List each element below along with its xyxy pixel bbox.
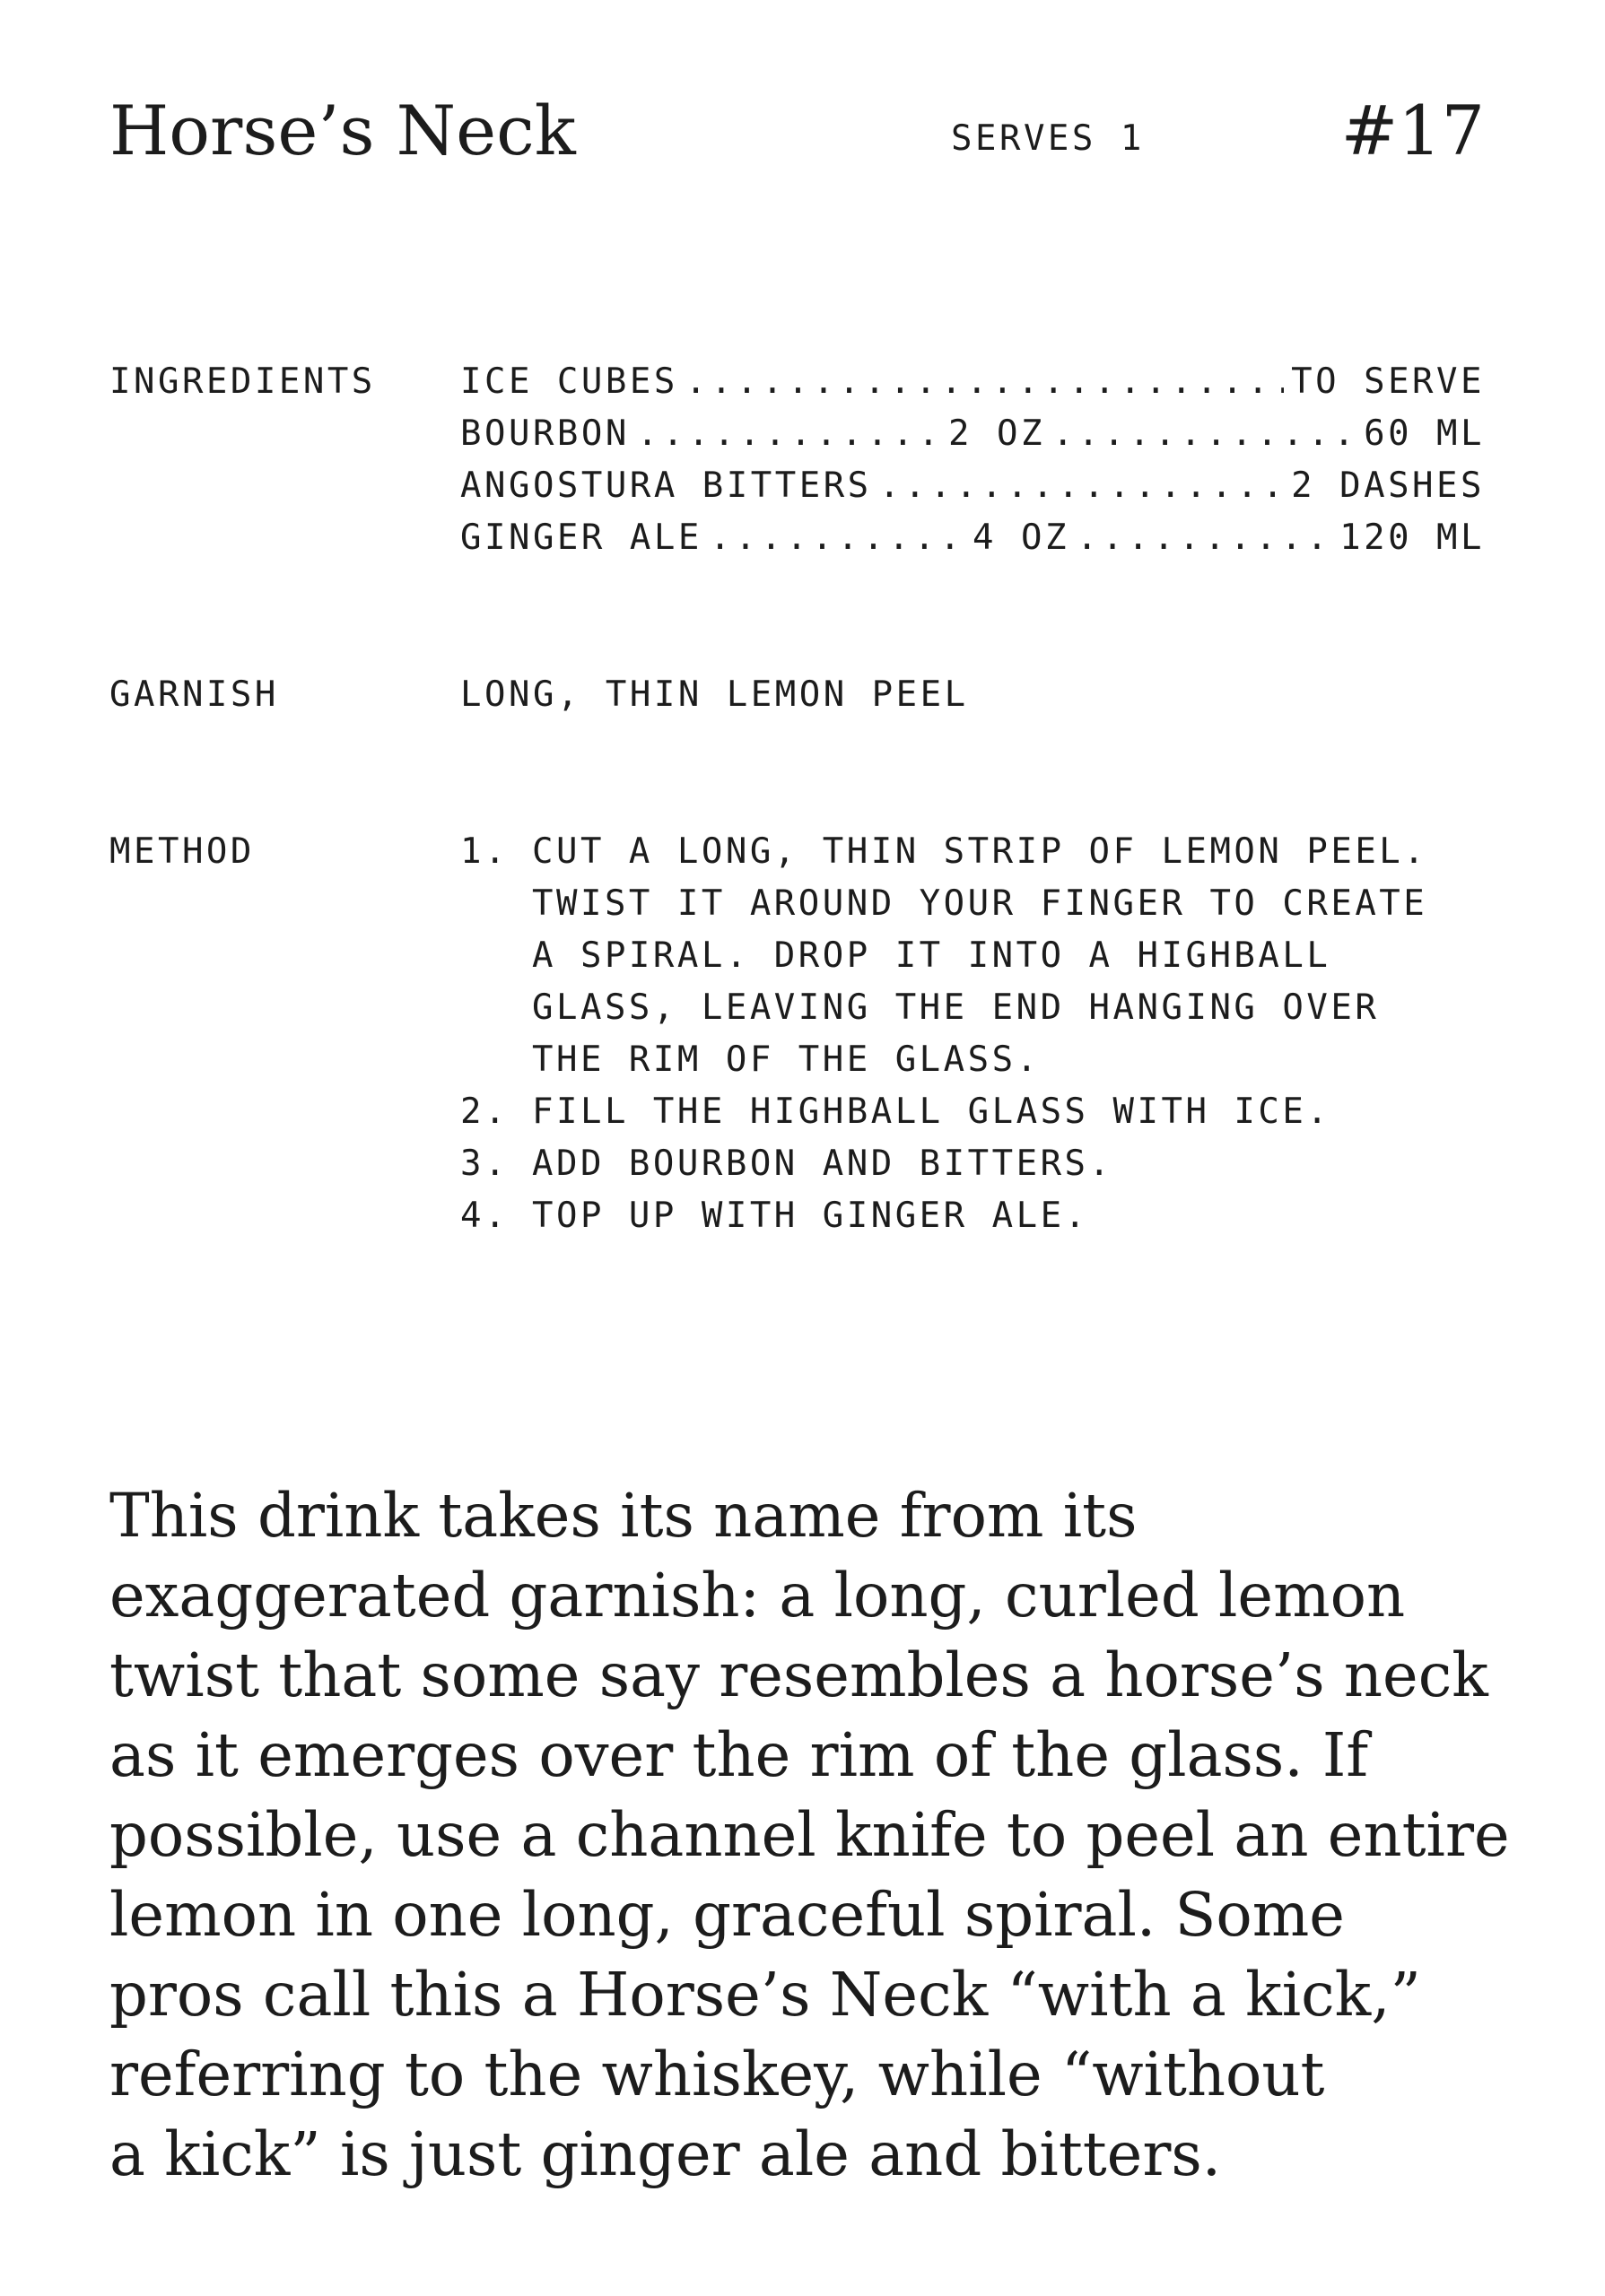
story-line: pros call this a Horse’s Neck “with a kick,” <box>109 1960 1421 2030</box>
story-line: exaggerated garnish: a long, curled lemon <box>109 1561 1406 1631</box>
method-step <box>460 1138 1485 1190</box>
recipe-title: Horse’s Neck <box>109 91 576 170</box>
method-label: METHOD <box>109 831 255 872</box>
ingredient-imperial-amount: 4 OZ <box>973 517 1069 558</box>
ingredients-list <box>460 356 1485 564</box>
recipe-number: #17 <box>1340 91 1485 170</box>
story-line: This drink takes its name from its <box>109 1481 1138 1551</box>
story-paragraph <box>109 1476 1509 2195</box>
step-text: CUT A LONG, THIN STRIP OF LEMON PEEL. TWIST IT AROUND YOUR FINGER TO CREATE A SPIRAL. DROP IT INTO A HIGHBALL GLASS, LEAVING THE END HANGING OVER THE RIM OF THE GLASS. <box>532 831 1428 1080</box>
ingredient-imperial-amount: 2 OZ <box>948 413 1045 454</box>
dot-leader <box>1052 408 1356 460</box>
dot-leader <box>879 460 1284 512</box>
ingredient-row <box>460 356 1485 408</box>
garnish-label: GARNISH <box>109 674 279 715</box>
story-line: possible, use a channel knife to peel an entire <box>109 1800 1510 1870</box>
ingredients-label: INGREDIENTS <box>109 361 376 402</box>
step-number: 2. <box>460 1091 509 1132</box>
dot-leader <box>1077 512 1332 564</box>
garnish-value: LONG, THIN LEMON PEEL <box>460 674 969 715</box>
method-steps <box>460 826 1485 1242</box>
story-line: as it emerges over the rim of the glass. If <box>109 1720 1369 1790</box>
step-text: ADD BOURBON AND BITTERS. <box>532 1144 1113 1184</box>
step-text: TOP UP WITH GINGER ALE. <box>532 1196 1089 1236</box>
step-text: FILL THE HIGHBALL GLASS WITH ICE. <box>532 1091 1331 1132</box>
ingredient-name: GINGER ALE <box>460 517 702 558</box>
step-number: 1. <box>460 831 509 872</box>
ingredient-row <box>460 408 1485 460</box>
method-step <box>460 1086 1485 1138</box>
ingredient-row <box>460 512 1485 564</box>
ingredient-row <box>460 460 1485 512</box>
dot-leader <box>710 512 965 564</box>
dot-leader <box>637 408 941 460</box>
ingredient-amount: 60 ML <box>1364 413 1486 454</box>
method-step <box>460 1190 1485 1242</box>
story-line: a kick” is just ginger ale and bitters. <box>109 2119 1222 2189</box>
ingredient-name: ANGOSTURA BITTERS <box>460 465 872 506</box>
ingredient-amount: TO SERVE <box>1291 361 1485 402</box>
dot-leader <box>685 356 1284 408</box>
step-number: 4. <box>460 1196 509 1236</box>
ingredient-amount: 120 ML <box>1339 517 1485 558</box>
story-line: twist that some say resembles a horse’s neck <box>109 1640 1488 1710</box>
serves-count: SERVES 1 <box>951 118 1145 159</box>
ingredient-name: ICE CUBES <box>460 361 678 402</box>
story-line: referring to the whiskey, while “without <box>109 2039 1325 2109</box>
ingredient-name: BOURBON <box>460 413 630 454</box>
ingredient-amount: 2 DASHES <box>1291 465 1485 506</box>
method-step <box>460 826 1485 1086</box>
step-number: 3. <box>460 1144 509 1184</box>
story-line: lemon in one long, graceful spiral. Some <box>109 1880 1345 1950</box>
